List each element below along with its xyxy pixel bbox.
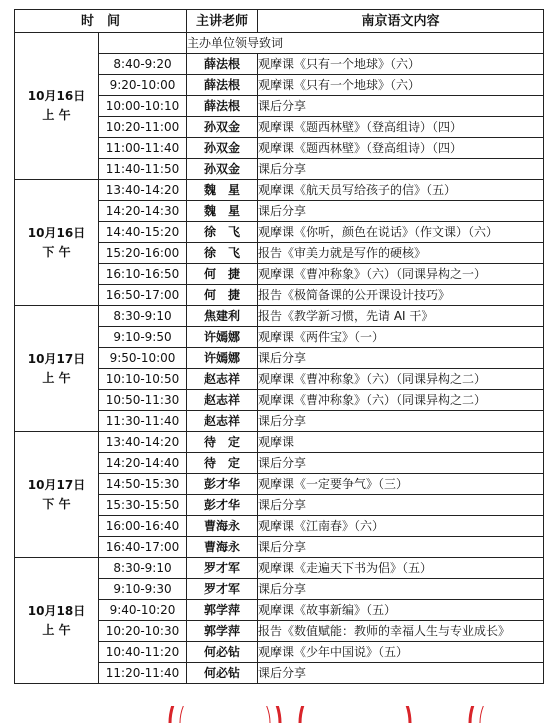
teacher-cell: 何 捷 — [187, 285, 258, 306]
teacher-cell: 罗才军 — [187, 579, 258, 600]
teacher-cell: 彭才华 — [187, 495, 258, 516]
teacher-cell: 郭学萍 — [187, 621, 258, 642]
time-cell: 11:00-11:40 — [99, 138, 187, 159]
content-cell: 报告《审美力就是写作的硬核》 — [258, 243, 544, 264]
teacher-cell: 何必钻 — [187, 642, 258, 663]
content-cell: 观摩课《两件宝》（一） — [258, 327, 544, 348]
header-content: 南京语文内容 — [258, 10, 544, 33]
content-cell: 观摩课《你听，颜色在说话》（作文课）（六） — [258, 222, 544, 243]
date-label: 10月16日 — [27, 89, 86, 103]
teacher-cell: 何 捷 — [187, 264, 258, 285]
content-cell: 报告《教学新习惯，先请 AI 干》 — [258, 306, 544, 327]
teacher-cell: 徐 飞 — [187, 243, 258, 264]
date-label: 10月18日 — [27, 603, 86, 618]
date-label: 10月16日 — [27, 225, 86, 240]
content-cell: 观摩课《航天员写给孩子的信》（五） — [258, 180, 544, 201]
time-cell: 9:20-10:00 — [99, 75, 187, 96]
teacher-cell: 曹海永 — [187, 516, 258, 537]
teacher-cell: 彭才华 — [187, 474, 258, 495]
content-cell: 观摩课《只有一个地球》（六） — [258, 75, 544, 96]
content-cell: 观摩课《一定要争气》（三） — [258, 474, 544, 495]
period-label: 上 午 — [42, 108, 71, 122]
seal-arc-right-inner — [480, 706, 557, 723]
time-cell: 8:30-9:10 — [99, 558, 187, 579]
header-row — [15, 10, 544, 33]
teacher-cell: 薛法根 — [187, 96, 258, 117]
time-cell: 14:20-14:40 — [99, 453, 187, 474]
seal-stamps — [0, 706, 557, 723]
period-label: 上 午 — [42, 622, 71, 637]
teacher-cell: 许嫣娜 — [187, 327, 258, 348]
date-label: 10月17日 — [27, 351, 86, 366]
session-date — [15, 306, 99, 432]
time-cell: 10:40-11:20 — [99, 642, 187, 663]
teacher-cell: 孙双金 — [187, 138, 258, 159]
content-cell: 观摩课《题西林壁》（登高组诗）（四） — [258, 138, 544, 159]
content-cell: 课后分享 — [258, 411, 544, 432]
content-cell: 报告《极简备课的公开课设计技巧》 — [258, 285, 544, 306]
time-cell: 10:20-11:00 — [99, 117, 187, 138]
time-cell: 16:50-17:00 — [99, 285, 187, 306]
content-cell: 观摩课《曹冲称象》（六）（同课异构之一） — [258, 264, 544, 285]
time-cell: 8:40-9:20 — [99, 54, 187, 75]
time-cell: 9:10-9:30 — [99, 579, 187, 600]
time-cell: 14:40-15:20 — [99, 222, 187, 243]
teacher-cell: 待 定 — [187, 453, 258, 474]
seal-arc-left — [170, 706, 280, 723]
content-cell: 课后分享 — [258, 96, 544, 117]
content-cell: 课后分享 — [258, 537, 544, 558]
time-cell: 8:30-9:10 — [99, 306, 187, 327]
teacher-cell: 曹海永 — [187, 537, 258, 558]
content-cell: 课后分享 — [258, 579, 544, 600]
time-cell: 9:10-9:50 — [99, 327, 187, 348]
content-cell: 观摩课《曹冲称象》（六）（同课异构之二） — [258, 369, 544, 390]
teacher-cell: 魏 星 — [187, 180, 258, 201]
content-cell: 观摩课《走遍天下书为侣》（五） — [258, 558, 544, 579]
content-cell: 课后分享 — [258, 159, 544, 180]
schedule-body — [15, 33, 544, 684]
teacher-cell: 魏 星 — [187, 201, 258, 222]
time-cell: 16:10-16:50 — [99, 264, 187, 285]
teacher-cell: 焦建利 — [187, 306, 258, 327]
period-label: 下 午 — [42, 496, 71, 511]
seal-arc-mid — [300, 706, 410, 723]
teacher-cell: 孙双金 — [187, 159, 258, 180]
teacher-cell: 赵志祥 — [187, 369, 258, 390]
time-cell: 10:20-10:30 — [99, 621, 187, 642]
time-cell: 13:40-14:20 — [99, 432, 187, 453]
opening-remarks: 主办单位领导致词 — [187, 33, 544, 54]
content-cell: 课后分享 — [258, 201, 544, 222]
period-label: 上 午 — [42, 370, 71, 385]
time-cell: 10:10-10:50 — [99, 369, 187, 390]
teacher-cell: 何必钻 — [187, 663, 258, 684]
seal-arc-right — [470, 706, 557, 723]
teacher-cell: 郭学萍 — [187, 600, 258, 621]
time-cell: 10:50-11:30 — [99, 390, 187, 411]
header-teacher: 主讲老师 — [187, 10, 258, 33]
seal-arc-left-inner — [180, 706, 270, 723]
period-label: 下 午 — [42, 244, 71, 259]
time-cell: 16:00-16:40 — [99, 516, 187, 537]
content-cell: 观摩课《江南春》（六） — [258, 516, 544, 537]
time-cell: 10:00-10:10 — [99, 96, 187, 117]
time-cell: 15:20-16:00 — [99, 243, 187, 264]
content-cell: 观摩课 — [258, 432, 544, 453]
teacher-cell: 赵志祥 — [187, 390, 258, 411]
table-row — [15, 558, 544, 579]
teacher-cell: 薛法根 — [187, 54, 258, 75]
schedule-table — [14, 9, 544, 684]
content-cell: 观摩课《题西林壁》（登高组诗）（四） — [258, 117, 544, 138]
time-cell: 11:40-11:50 — [99, 159, 187, 180]
time-cell: 9:50-10:00 — [99, 348, 187, 369]
time-cell: 15:30-15:50 — [99, 495, 187, 516]
table-row — [15, 432, 544, 453]
session-date — [15, 558, 99, 684]
time-cell: 13:40-14:20 — [99, 180, 187, 201]
teacher-cell: 罗才军 — [187, 558, 258, 579]
teacher-cell: 薛法根 — [187, 75, 258, 96]
time-cell: 11:30-11:40 — [99, 411, 187, 432]
content-cell: 观摩课《故事新编》（五） — [258, 600, 544, 621]
content-cell: 观摩课《只有一个地球》（六） — [258, 54, 544, 75]
content-cell: 课后分享 — [258, 495, 544, 516]
teacher-cell: 孙双金 — [187, 117, 258, 138]
content-cell: 报告《数值赋能：教师的幸福人生与专业成长》 — [258, 621, 544, 642]
content-cell: 观摩课《曹冲称象》（六）（同课异构之二） — [258, 390, 544, 411]
time-cell: 11:20-11:40 — [99, 663, 187, 684]
content-cell: 课后分享 — [258, 453, 544, 474]
content-cell: 观摩课《少年中国说》（五） — [258, 642, 544, 663]
teacher-cell: 待 定 — [187, 432, 258, 453]
teacher-cell: 徐 飞 — [187, 222, 258, 243]
time-cell: 9:40-10:20 — [99, 600, 187, 621]
teacher-cell: 赵志祥 — [187, 411, 258, 432]
session-date — [15, 180, 99, 306]
session-date — [15, 33, 99, 180]
time-cell: 14:50-15:30 — [99, 474, 187, 495]
date-label: 10月17日 — [27, 477, 86, 492]
time-cell: 16:40-17:00 — [99, 537, 187, 558]
time-cell: 14:20-14:30 — [99, 201, 187, 222]
table-row — [15, 33, 544, 54]
time-cell-blank — [99, 33, 187, 54]
table-row — [15, 180, 544, 201]
header-time: 时 间 — [15, 10, 187, 33]
teacher-cell: 许嫣娜 — [187, 348, 258, 369]
content-cell: 课后分享 — [258, 348, 544, 369]
content-cell: 课后分享 — [258, 663, 544, 684]
table-row — [15, 306, 544, 327]
session-date — [15, 432, 99, 558]
